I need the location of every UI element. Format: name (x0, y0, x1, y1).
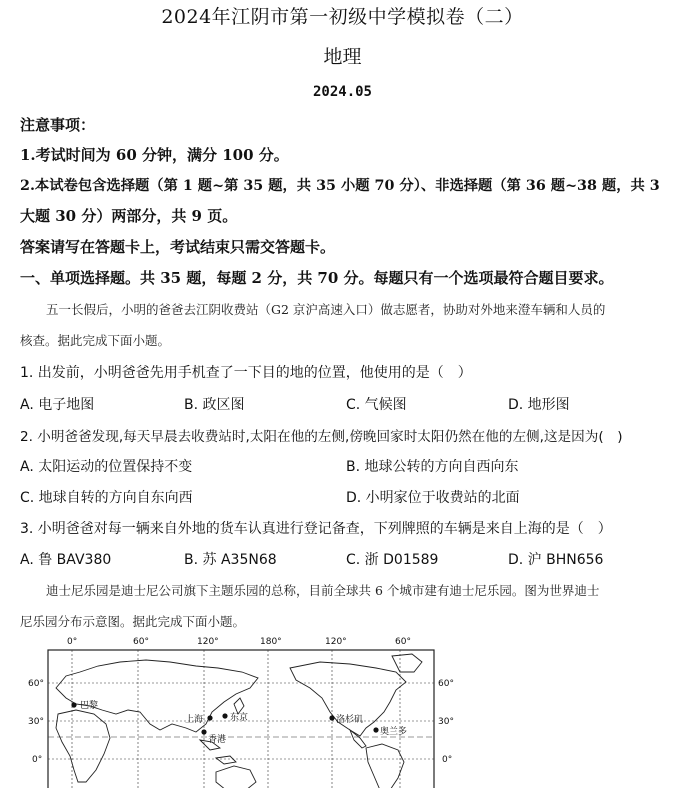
tokyo-marker[interactable] (222, 713, 227, 718)
q1-option-a[interactable]: A. 电子地图 (20, 397, 95, 413)
lon-label: 60° (133, 637, 149, 647)
lon-label: 120° (325, 637, 347, 647)
notice-item-3: 答案请写在答题卡上，考试结束只需交答题卡。 (20, 238, 336, 256)
losangeles-marker[interactable] (329, 715, 334, 720)
q1-option-b[interactable]: B. 政区图 (184, 397, 245, 413)
city-label-paris: 巴黎 (80, 701, 99, 711)
question-2-stem: 2. 小明爸爸发现,每天早晨去收费站时,太阳在他的左侧,傍晚回家时太阳仍然在他的左侧,这是因为( ) (20, 429, 623, 445)
notice-item-1: 1.考试时间为 60 分钟，满分 100 分。 (20, 146, 289, 164)
lat-label-right: 60° (438, 679, 454, 689)
notice-item-2a: 2.本试卷包含选择题（第 1 题~第 35 题，共 35 小题 70 分）、非选择题（第 36 题~38 题，共 3 (20, 178, 660, 194)
orlando-marker[interactable] (373, 727, 378, 732)
question-3-stem: 3. 小明爸爸对每一辆来自外地的货车认真进行登记备查，下列牌照的车辆是来自上海的是（ ） (20, 521, 612, 537)
lat-label-left: 60° (28, 679, 44, 689)
lat-label-left: 30° (28, 717, 44, 727)
q3-option-c[interactable]: C. 浙 D01589 (346, 552, 439, 568)
q1-option-c[interactable]: C. 气候图 (346, 397, 407, 413)
q2-option-d[interactable]: D. 小明家位于收费站的北面 (346, 490, 520, 506)
lat-label-left: 0° (32, 755, 43, 765)
hongkong-marker[interactable] (201, 729, 206, 734)
section1-heading: 一、单项选择题。共 35 题，每题 2 分，共 70 分。每题只有一个选项最符合题目要求。 (20, 269, 614, 287)
city-label-orlando: 奥兰多 (380, 727, 408, 737)
scenario-intro-2: 核查。据此完成下面小题。 (20, 333, 171, 348)
paris-marker[interactable] (71, 702, 76, 707)
q3-option-a[interactable]: A. 鲁 BAV380 (20, 552, 112, 568)
city-markers (71, 699, 407, 745)
map-svg (20, 632, 460, 788)
q2-option-b[interactable]: B. 地球公转的方向自西向东 (346, 459, 519, 475)
city-label-losangeles: 洛杉矶 (336, 715, 364, 725)
q2-option-a[interactable]: A. 太阳运动的位置保持不变 (20, 459, 193, 475)
question-1-stem: 1. 出发前，小明爸爸先用手机查了一下目的地的位置，他使用的是（ ） (20, 365, 472, 381)
city-label-tokyo: 东京 (230, 713, 249, 723)
disney-intro-1: 迪士尼乐园是迪士尼公司旗下主题乐园的总称，目前全球共 6 个城市建有迪士尼乐园。图为世界迪士 (46, 583, 600, 598)
city-label-hongkong: 香港 (208, 735, 227, 745)
q3-option-d[interactable]: D. 沪 BHN656 (508, 552, 604, 568)
city-label-shanghai: 上海 (185, 715, 204, 725)
notice-heading: 注意事项： (20, 116, 96, 134)
world-disney-map (20, 632, 460, 788)
disney-intro-2: 尼乐园分布示意图。据此完成下面小题。 (20, 614, 246, 629)
lat-label-right: 0° (442, 755, 453, 765)
shanghai-marker[interactable] (207, 715, 212, 720)
notice-item-2b: 大题 30 分）两部分，共 9 页。 (20, 207, 238, 225)
q3-option-b[interactable]: B. 苏 A35N68 (184, 552, 277, 568)
q2-option-c[interactable]: C. 地球自转的方向自东向西 (20, 490, 193, 506)
lon-label: 0° (67, 637, 78, 647)
lon-label: 60° (395, 637, 411, 647)
subject-title: 地理 (323, 46, 362, 68)
lon-label: 120° (197, 637, 219, 647)
exam-date: 2024.05 (312, 84, 372, 100)
q1-option-d[interactable]: D. 地形图 (508, 397, 570, 413)
lon-label: 180° (260, 637, 282, 647)
exam-title: 2024年江阴市第一初级中学模拟卷（二） (161, 6, 524, 28)
lat-label-right: 30° (438, 717, 454, 727)
scenario-intro-1: 五一长假后，小明的爸爸去江阴收费站（G2 京沪高速入口）做志愿者，协助对外地来澄车辆和人员的 (46, 302, 606, 317)
